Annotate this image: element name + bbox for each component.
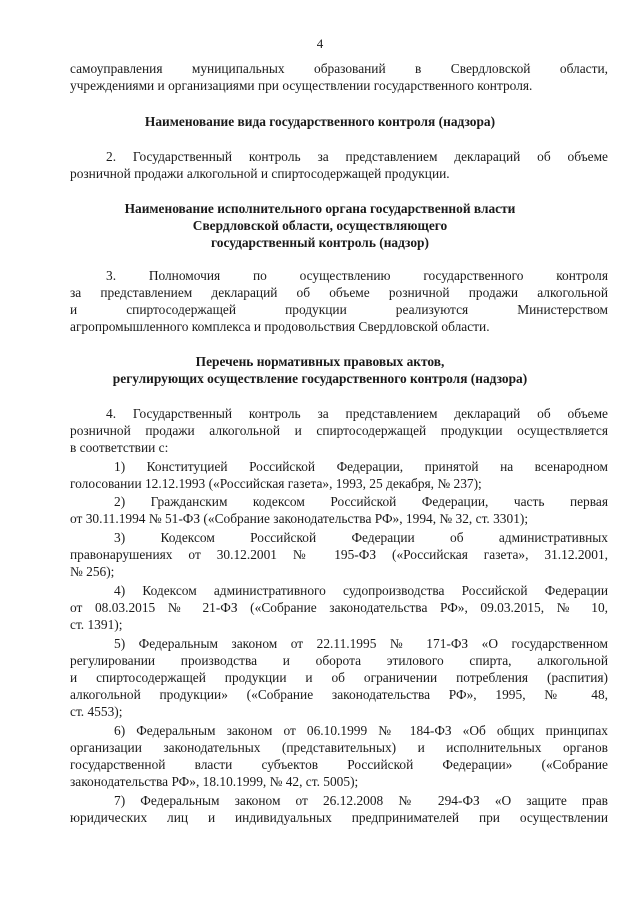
list-item-line: регулировании производства и оборота этилового спирта, алкогольной — [70, 653, 608, 668]
list-item-line: алкогольной продукции» («Собрание законодательства РФ», 1995, № 48, — [70, 687, 608, 702]
intro-line: учреждениями и организациями при осуществлении государственного контроля. — [70, 78, 533, 93]
paragraph-line: агропромышленного комплекса и продовольствия Свердловской области. — [70, 319, 490, 334]
paragraph-line: и спиртосодержащей продукции реализуются Министерством — [70, 302, 608, 317]
intro-line: самоуправления муниципальных образований в Свердловской области, — [70, 61, 608, 76]
section-heading: Свердловской области, осуществляющего — [192, 218, 448, 233]
list-item-line: 2) Гражданским кодексом Российской Федерации, часть первая — [114, 494, 608, 509]
list-item-line: 1) Конституцией Российской Федерации, принятой на всенародном — [114, 459, 608, 474]
list-item-line: от 08.03.2015 № 21-ФЗ («Собрание законодательства РФ», 09.03.2015, № 10, — [70, 600, 608, 615]
list-item-line: 7) Федеральным законом от 26.12.2008 № 294-ФЗ «О защите прав — [114, 793, 608, 808]
section-heading: государственный контроль (надзор) — [211, 235, 429, 250]
list-item-line: № 256); — [70, 564, 115, 579]
list-item-line: голосовании 12.12.1993 («Российская газета», 1993, 25 декабря, № 237); — [70, 476, 482, 491]
list-item-line: 6) Федеральным законом от 06.10.1999 № 184-ФЗ «Об общих принципах — [114, 723, 608, 738]
list-item-line: правонарушениях от 30.12.2001 № 195-ФЗ («Российская газета», 31.12.2001, — [70, 547, 608, 562]
paragraph-line: 3. Полномочия по осуществлению государственного контроля — [106, 268, 608, 283]
paragraph-line: 2. Государственный контроль за представлением деклараций об объеме — [106, 149, 608, 164]
paragraph-line: 4. Государственный контроль за представлением деклараций об объеме — [106, 406, 608, 421]
list-item-line: ст. 4553); — [70, 704, 123, 719]
paragraph-line: за представлением деклараций об объеме розничной продажи алкогольной — [70, 285, 608, 300]
list-item-line: от 30.11.1994 № 51-ФЗ («Собрание законодательства РФ», 1994, № 32, ст. 3301); — [70, 511, 529, 526]
list-item-line: юридических лиц и индивидуальных предпринимателей при осуществлении — [70, 810, 608, 825]
section-heading: Наименование исполнительного органа государственной власти — [124, 201, 516, 216]
list-item-line: 3) Кодексом Российской Федерации об административных — [114, 530, 608, 545]
list-item-line: организации законодательных (представительных) и исполнительных органов — [70, 740, 608, 755]
section-heading: Перечень нормативных правовых актов, — [195, 354, 445, 369]
list-item-line: 5) Федеральным законом от 22.11.1995 № 171-ФЗ «О государственном — [114, 636, 608, 651]
list-item-line: законодательства РФ», 18.10.1999, № 42, ст. 5005); — [70, 774, 359, 789]
list-item-line: 4) Кодексом административного судопроизводства Российской Федерации — [114, 583, 608, 598]
list-item-line: ст. 1391); — [70, 617, 123, 632]
list-item-line: государственной власти субъектов Российской Федерации» («Собрание — [70, 757, 608, 772]
page-number: 4 — [316, 36, 324, 51]
list-item-line: и спиртосодержащей продукции и об ограничении потребления (распития) — [70, 670, 608, 685]
section-heading: Наименование вида государственного контроля (надзора) — [144, 114, 496, 129]
paragraph-line: в соответствии с: — [70, 440, 169, 455]
paragraph-line: розничной продажи алкогольной и спиртосодержащей продукции осуществляется — [70, 423, 608, 438]
paragraph-line: розничной продажи алкогольной и спиртосодержащей продукции. — [70, 166, 450, 181]
section-heading: регулирующих осуществление государственного контроля (надзора) — [112, 371, 528, 386]
